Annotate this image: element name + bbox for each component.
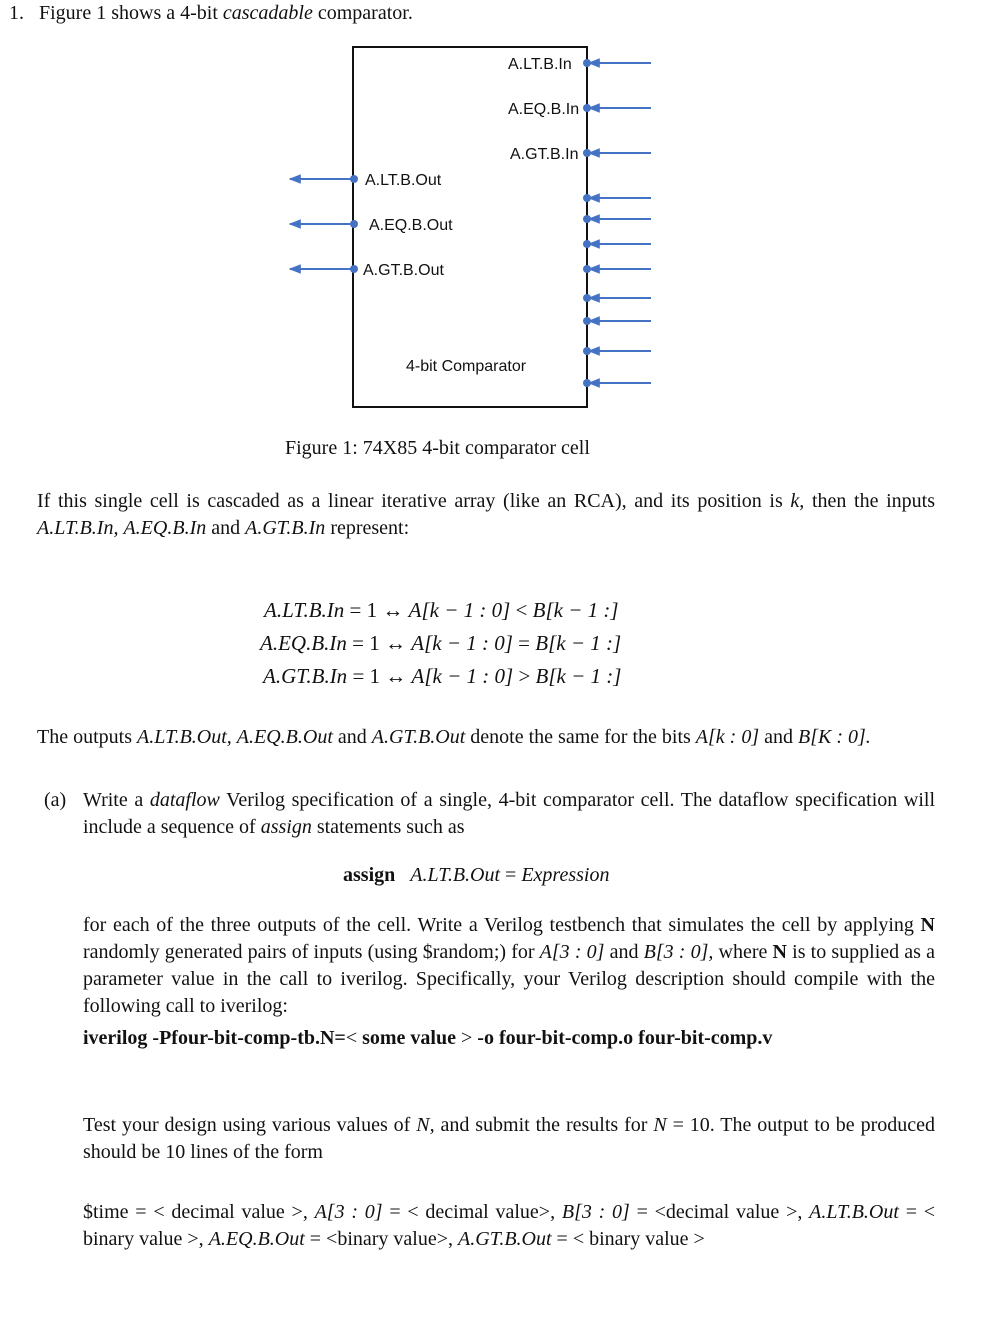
paragraph-testbench [83, 912, 935, 1020]
para3-c: and [609, 941, 639, 963]
data-input-pin [583, 317, 591, 325]
para1-in1: A.LT.B.In, [37, 517, 119, 539]
assign-eq: = [500, 864, 522, 886]
equation-mid: = 1 ↔ [346, 631, 412, 655]
assign-statement [343, 862, 609, 889]
figure-caption: Figure 1: 74X85 4-bit comparator cell [285, 437, 590, 459]
format-eq-val: = <binary value>, [309, 1228, 454, 1250]
equation-lhs: A.GT.B.In [263, 664, 348, 688]
para2-bits-a: A[k : 0] [695, 726, 760, 748]
equation-lhs: A.LT.B.In [264, 598, 345, 622]
para4-n: N, [416, 1114, 435, 1136]
paragraph-outputs [37, 724, 935, 751]
equation-rel: > [518, 664, 531, 688]
format-a-val: = < decimal value>, [389, 1201, 556, 1223]
para2-pre: The outputs [37, 726, 132, 748]
para2-o1: A.LT.B.Out, [137, 726, 232, 748]
data-input-pin [583, 194, 591, 202]
para1-in3: A.GT.B.In [245, 517, 326, 539]
block-label: 4-bit Comparator [406, 358, 527, 375]
format-lt-val: = < binary value >, [83, 1201, 936, 1250]
data-input-pin [583, 265, 591, 273]
comparator-diagram [270, 40, 670, 420]
part-a-assign: assign [260, 816, 312, 838]
format-time: $time = < decimal value >, [83, 1201, 308, 1223]
input-pin-eq [583, 104, 591, 112]
para1-k: k, [790, 490, 805, 512]
para1-line2-pre: then the inputs [811, 490, 935, 512]
input-pin-lt [583, 59, 591, 67]
equation-a: A[k − 1 : 0] [411, 631, 513, 655]
para1-line1: If this single cell is cascaded as a linear iterative array (like an RCA), and its position is [37, 490, 783, 512]
equation-a: A[k − 1 : 0] [411, 664, 514, 688]
equation-gt [263, 664, 621, 689]
equation-mid: = 1 ↔ [344, 598, 409, 622]
para3-a30: A[3 : 0] [539, 941, 605, 963]
para2-and: and [337, 726, 367, 748]
input-pin-gt [583, 149, 591, 157]
format-gt: A.GT.B.Out [458, 1228, 552, 1250]
data-inputs [583, 194, 651, 387]
para3-b: randomly generated pairs of inputs (using $random;) for [83, 941, 535, 963]
intro-emphasis: cascadable [222, 2, 313, 24]
cascade-inputs [508, 56, 651, 163]
para4-n2: N [653, 1114, 667, 1136]
equation-b: B[k − 1 :] [535, 631, 622, 655]
para1-in2: A.EQ.B.In [123, 517, 207, 539]
equation-rel: < [515, 598, 528, 622]
equation-lhs: A.EQ.B.In [260, 631, 347, 655]
input-label-eq: A.EQ.B.In [508, 101, 580, 118]
data-input-pin [583, 240, 591, 248]
para1-line2-post: represent: [330, 517, 410, 539]
part-a-t3: statements such as [316, 816, 465, 838]
command-gt: > [461, 1027, 473, 1049]
equation-mid: = 1 ↔ [347, 664, 412, 688]
format-gt-val: = < binary value > [556, 1228, 705, 1250]
equation-lt [264, 598, 619, 623]
equation-b: B[k − 1 :] [535, 664, 622, 688]
para2-and2: and [764, 726, 794, 748]
output-label-gt: A.GT.B.Out [363, 262, 444, 279]
equation-eq [260, 631, 621, 656]
problem-intro [9, 0, 413, 26]
input-label-gt: A.GT.B.In [510, 146, 579, 163]
input-label-lt: A.LT.B.In [508, 56, 572, 73]
part-a-text [83, 787, 935, 841]
para4-b: and submit the results for [440, 1114, 648, 1136]
para1-and: and [211, 517, 241, 539]
output-pin-gt [350, 265, 358, 273]
data-input-pin [583, 379, 591, 387]
paragraph-cascade [37, 488, 935, 542]
format-a: A[3 : 0] [314, 1201, 383, 1223]
equation-rel: = [518, 631, 531, 655]
format-lt: A.LT.B.Out [809, 1201, 899, 1223]
para4-c: = 10. The output to be produced should be 10 lines of the form [83, 1114, 935, 1163]
cascade-outputs [290, 172, 453, 279]
data-input-pin [583, 347, 591, 355]
para2-bits-b: B[K : 0]. [798, 726, 871, 748]
para3-d: where [718, 941, 768, 963]
command-val: some value [357, 1027, 461, 1049]
iverilog-command [83, 1025, 935, 1052]
data-input-pin [583, 215, 591, 223]
para3-n2: N [772, 941, 787, 963]
assign-keyword: assign [343, 864, 396, 886]
output-pin-eq [350, 220, 358, 228]
para3-e: is to supplied as a parameter value in the call to iverilog. Specifically, your Verilog description should compile with the following call to iverilog: [83, 941, 935, 1017]
part-a-t2: Verilog specification of a single, 4-bit comparator cell. The dataflow specification will include a sequence of [83, 789, 936, 838]
part-a-t1: Write a [83, 789, 144, 811]
format-eq: A.EQ.B.Out [208, 1228, 305, 1250]
problem-number: 1. [9, 2, 24, 24]
format-b-val: = <decimal value >, [636, 1201, 803, 1223]
command-p1: iverilog -Pfour-bit-comp-tb.N= [83, 1027, 346, 1049]
para2-post: denote the same for the bits [470, 726, 691, 748]
para2-o2: A.EQ.B.Out [236, 726, 333, 748]
assign-rhs: Expression [521, 864, 610, 886]
part-a-label: (a) [44, 789, 67, 811]
para3-n1: N [920, 914, 935, 936]
para3-b30: B[3 : 0], [643, 941, 714, 963]
output-format [83, 1199, 935, 1253]
paragraph-test [83, 1112, 935, 1166]
para2-o3: A.GT.B.Out [371, 726, 466, 748]
command-lt: < [345, 1027, 358, 1049]
format-b: B[3 : 0] [561, 1201, 630, 1223]
output-pin-lt [350, 175, 358, 183]
command-p2: -o four-bit-comp.o four-bit-comp.v [472, 1027, 773, 1049]
para4-a: Test your design using various values of [83, 1114, 411, 1136]
output-label-eq: A.EQ.B.Out [369, 217, 453, 234]
equation-b: B[k − 1 :] [532, 598, 619, 622]
intro-post: comparator. [317, 2, 413, 24]
para3-a: for each of the three outputs of the cell. Write a Verilog testbench that simulates the cell by applying [83, 914, 914, 936]
assign-lhs: A.LT.B.Out [410, 864, 501, 886]
output-label-lt: A.LT.B.Out [365, 172, 442, 189]
equation-a: A[k − 1 : 0] [408, 598, 511, 622]
intro-pre: Figure 1 shows a 4-bit [39, 2, 218, 24]
part-a-dataflow: dataflow [149, 789, 220, 811]
data-input-pin [583, 294, 591, 302]
